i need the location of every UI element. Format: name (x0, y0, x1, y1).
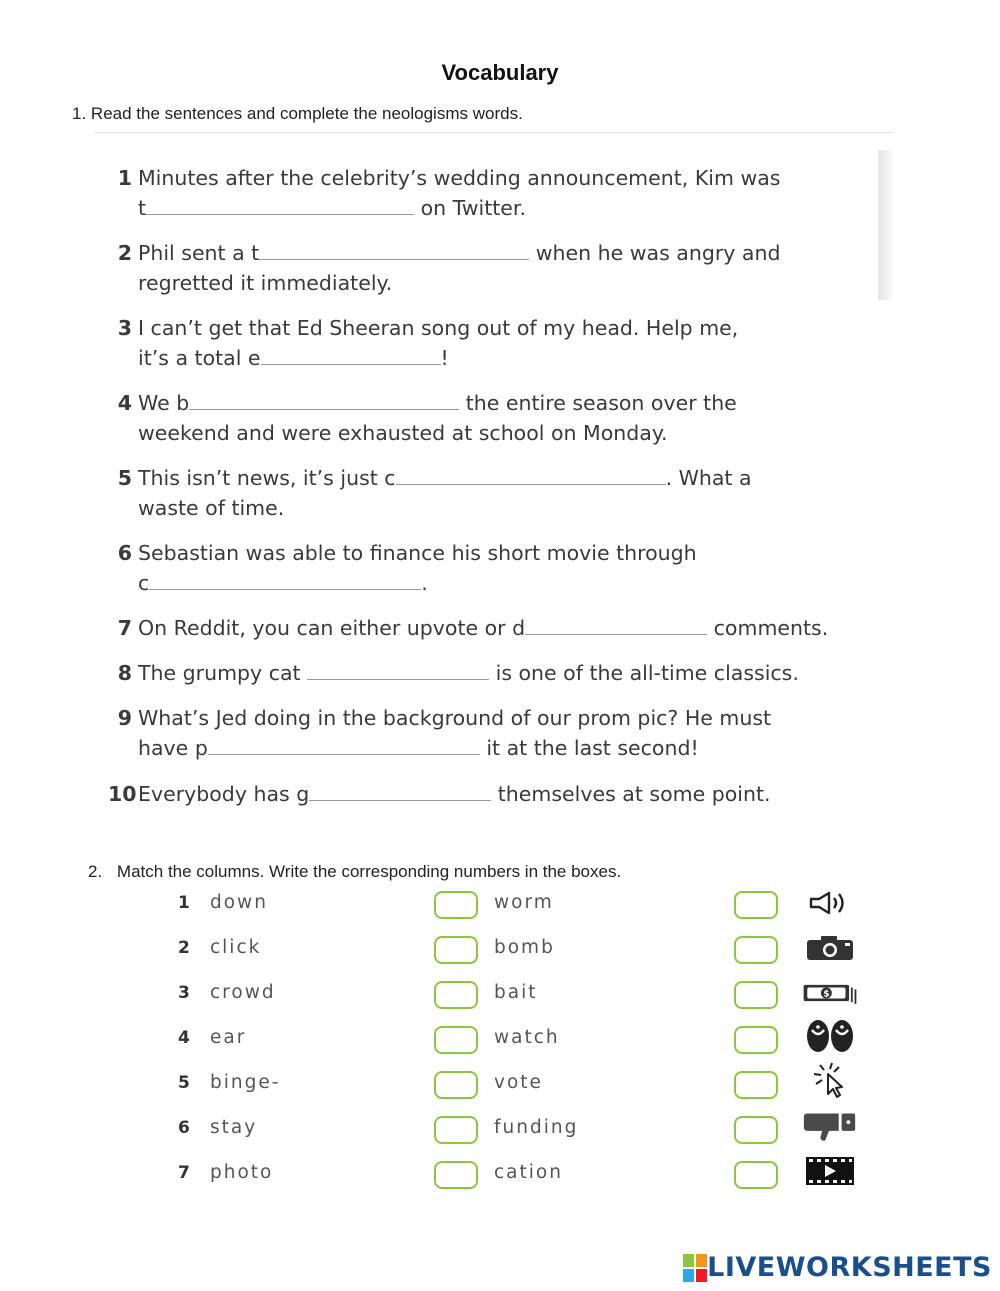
right-word: watch (494, 1027, 560, 1048)
left-word: photo (210, 1162, 274, 1183)
match-number: 5 (178, 1073, 191, 1093)
question-text: weekend and were exhausted at school on Monday. (138, 421, 668, 445)
match-box-middle[interactable] (434, 1026, 478, 1054)
question-text: Phil sent a t (138, 241, 260, 265)
left-word: crowd (210, 982, 276, 1003)
question-text: waste of time. (138, 496, 285, 520)
match-box-right[interactable] (734, 936, 778, 964)
liveworksheets-logo-icon (683, 1254, 707, 1282)
match-box-middle[interactable] (434, 1071, 478, 1099)
film-icon (800, 1155, 860, 1187)
page-title: Vocabulary (441, 60, 559, 85)
match-box-middle[interactable] (434, 1116, 478, 1144)
question-number: 3 (117, 316, 132, 340)
match-box-right[interactable] (734, 891, 778, 919)
page-edge-shadow (878, 150, 892, 300)
question-text: I can’t get that Ed Sheeran song out of my head. Help me, (138, 316, 739, 340)
match-box-middle[interactable] (434, 981, 478, 1009)
match-box-middle[interactable] (434, 891, 478, 919)
camera-icon (800, 932, 860, 964)
answer-blank[interactable] (208, 736, 480, 755)
question-number: 5 (117, 466, 132, 490)
right-word: vote (494, 1072, 543, 1093)
right-word: bomb (494, 937, 555, 958)
answer-blank[interactable] (525, 616, 707, 635)
section-1-instruction-text: Read the sentences and complete the neologisms words. (90, 104, 523, 123)
answer-blank[interactable] (309, 782, 491, 801)
question-text: it at the last second! (479, 736, 699, 760)
question-text: is one of the all-time classics. (489, 661, 799, 685)
question-number: 7 (117, 616, 132, 640)
section-2-instruction (88, 862, 621, 882)
right-word: worm (494, 892, 554, 913)
match-number: 3 (178, 983, 191, 1003)
question-number: 9 (117, 706, 132, 730)
section-2-number: 2. (88, 862, 103, 881)
question-number: 2 (117, 241, 132, 265)
question-text: This isn’t news, it’s just c (138, 466, 396, 490)
svg-text:$: $ (823, 989, 830, 1000)
match-number: 4 (178, 1028, 191, 1048)
question-text: What’s Jed doing in the background of our prom pic? He must (138, 706, 772, 730)
question-text: comments. (707, 616, 829, 640)
answer-blank[interactable] (149, 571, 421, 590)
left-word: ear (210, 1027, 247, 1048)
right-word: bait (494, 982, 538, 1003)
question-text: regretted it immediately. (138, 271, 393, 295)
section-2-instruction-text: Match the columns. Write the corresponding numbers in the boxes. (116, 862, 622, 881)
thumbs-down-icon (800, 1111, 860, 1143)
right-word: cation (494, 1162, 563, 1183)
question-text: Everybody has g (138, 782, 310, 806)
answer-blank[interactable] (261, 346, 441, 365)
brand-logo (683, 1252, 992, 1283)
section-1-instruction (72, 104, 523, 124)
question-text: The grumpy cat (138, 661, 308, 685)
speaker-icon (800, 887, 860, 919)
match-number: 2 (178, 938, 191, 958)
question-text: have p (138, 736, 208, 760)
match-box-right[interactable] (734, 1026, 778, 1054)
question-text: ! (440, 346, 449, 370)
question-text: c (138, 571, 150, 595)
brand-name: LIVEWORKSHEETS (707, 1252, 992, 1283)
question-text: the entire season over the (459, 391, 737, 415)
answer-blank[interactable] (146, 196, 414, 215)
question-text: on Twitter. (414, 196, 526, 220)
section-1-number: 1. (72, 104, 87, 123)
question-text: t (138, 196, 147, 220)
question-text: it’s a total e (138, 346, 261, 370)
answer-blank[interactable] (307, 661, 489, 680)
left-word: binge- (210, 1072, 281, 1093)
question-number: 4 (117, 391, 132, 415)
question-text: On Reddit, you can either upvote or d (138, 616, 526, 640)
question-text: when he was angry and (529, 241, 781, 265)
answer-blank[interactable] (189, 391, 459, 410)
question-number: 6 (117, 541, 132, 565)
divider (94, 132, 892, 133)
question-number: 10 (108, 782, 137, 806)
question-text: themselves at some point. (491, 782, 771, 806)
match-number: 7 (178, 1163, 191, 1183)
question-text: Sebastian was able to finance his short movie through (138, 541, 697, 565)
flip-flops-icon (800, 1020, 860, 1052)
question-number: 8 (117, 661, 132, 685)
left-word: down (210, 892, 268, 913)
question-text: . (421, 571, 428, 595)
question-text: Minutes after the celebrity’s wedding announcement, Kim was (138, 166, 781, 190)
right-word: funding (494, 1117, 579, 1138)
left-word: click (210, 937, 262, 958)
money-icon (800, 977, 860, 1009)
match-box-right[interactable] (734, 1161, 778, 1189)
cursor-click-icon (800, 1064, 860, 1096)
answer-blank[interactable] (259, 241, 529, 260)
match-number: 1 (178, 893, 191, 913)
left-word: stay (210, 1117, 258, 1138)
question-number: 1 (117, 166, 132, 190)
match-box-right[interactable] (734, 981, 778, 1009)
match-box-right[interactable] (734, 1116, 778, 1144)
answer-blank[interactable] (396, 466, 666, 485)
match-box-middle[interactable] (434, 936, 478, 964)
match-box-right[interactable] (734, 1071, 778, 1099)
match-number: 6 (178, 1118, 191, 1138)
question-text: . What a (665, 466, 752, 490)
match-box-middle[interactable] (434, 1161, 478, 1189)
question-text: We b (138, 391, 190, 415)
